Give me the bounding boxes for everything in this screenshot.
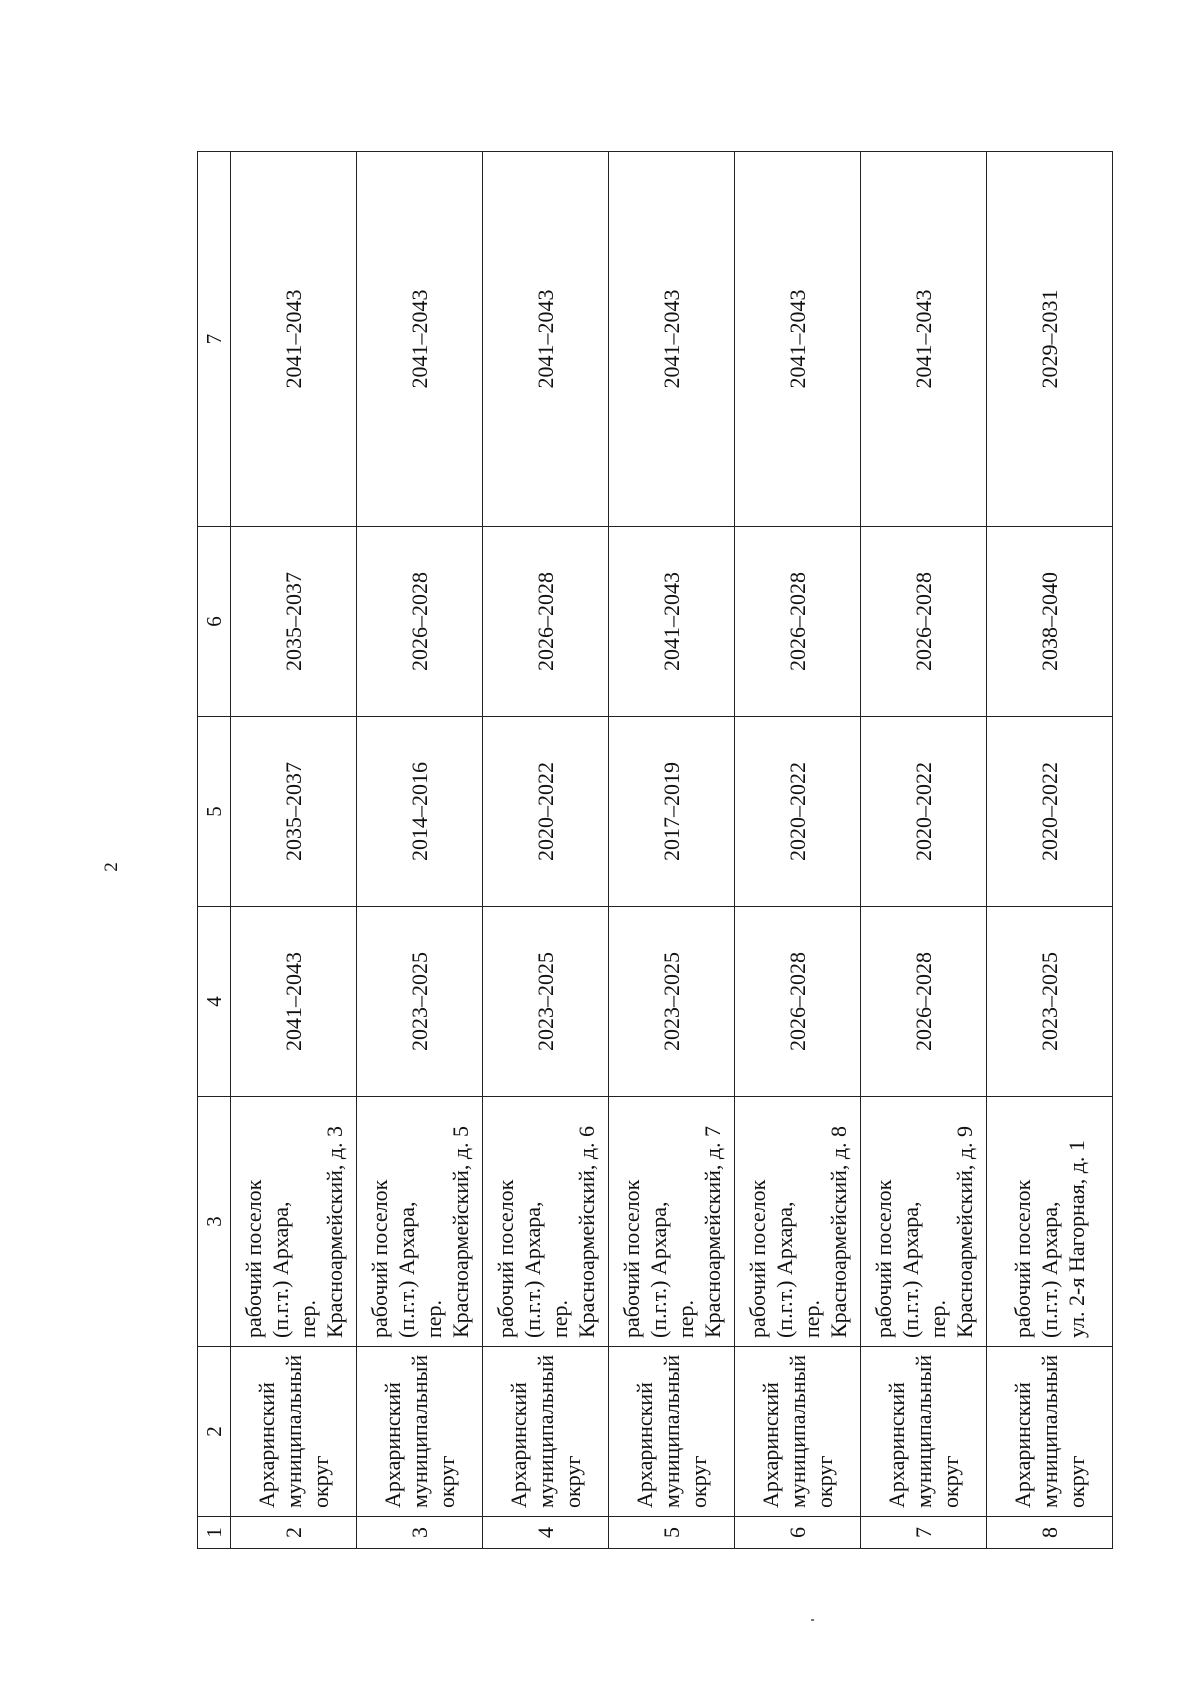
address-line: Красноармейский, д. 5 — [447, 1125, 473, 1338]
district-cell — [735, 1347, 861, 1517]
address-line: (п.г.т.) Архара, — [771, 1201, 797, 1338]
address-line: рабочий поселок — [492, 1179, 518, 1338]
rotated-table-container — [197, 152, 1089, 1549]
address-line: рабочий поселок — [240, 1179, 266, 1338]
period-cell-c7: 2041–2043 — [231, 152, 357, 527]
column-header-3: 3 — [198, 1097, 231, 1347]
district-cell — [609, 1347, 735, 1517]
period-cell-c7: 2041–2043 — [861, 152, 987, 527]
period-cell-c7: 2041–2043 — [735, 152, 861, 527]
district-line: муниципальный — [659, 1354, 684, 1508]
address-line: Красноармейский, д. 9 — [951, 1125, 977, 1338]
header-row — [198, 152, 231, 1549]
address-line: рабочий поселок — [1010, 1179, 1035, 1338]
page-number: 2 — [101, 862, 122, 872]
district-line: муниципальный — [911, 1354, 936, 1508]
district-line: округ — [1064, 1455, 1089, 1508]
row-number-cell: 7 — [861, 1517, 987, 1549]
address-line: (п.г.т.) Архара, — [267, 1201, 293, 1338]
row-number-cell: 5 — [609, 1517, 735, 1549]
district-cell — [231, 1347, 357, 1517]
period-cell-c4: 2023–2025 — [357, 907, 483, 1097]
address-line: пер. — [798, 1299, 824, 1338]
address-line: Красноармейский, д. 7 — [699, 1125, 725, 1338]
row-number-cell: 4 — [483, 1517, 609, 1549]
district-line: муниципальный — [281, 1354, 306, 1508]
row-number-cell: 6 — [735, 1517, 861, 1549]
row-number-cell: 3 — [357, 1517, 483, 1549]
period-cell-c6: 2038–2040 — [987, 527, 1113, 717]
column-header-5: 5 — [198, 717, 231, 907]
period-cell-c6: 2041–2043 — [609, 527, 735, 717]
district-line: муниципальный — [407, 1354, 432, 1508]
period-cell-c4: 2023–2025 — [609, 907, 735, 1097]
district-line: муниципальный — [533, 1354, 558, 1508]
period-cell-c7: 2041–2043 — [357, 152, 483, 527]
district-cell — [357, 1347, 483, 1517]
column-header-7: 7 — [198, 152, 231, 527]
column-header-1: 1 — [198, 1517, 231, 1549]
district-line: округ — [686, 1455, 711, 1508]
district-line: округ — [938, 1455, 963, 1508]
district-line: Архаринский — [758, 1382, 783, 1508]
table-row — [735, 152, 861, 1549]
address-cell — [861, 1097, 987, 1347]
address-line: пер. — [924, 1299, 950, 1338]
table-row — [483, 152, 609, 1549]
column-header-6: 6 — [198, 527, 231, 717]
district-line: Архаринский — [254, 1382, 279, 1508]
period-cell-c5: 2017–2019 — [609, 717, 735, 907]
address-cell — [735, 1097, 861, 1347]
district-line: округ — [812, 1455, 837, 1508]
period-cell-c6: 2035–2037 — [231, 527, 357, 717]
address-line: (п.г.т.) Архара, — [645, 1201, 671, 1338]
period-cell-c4: 2023–2025 — [483, 907, 609, 1097]
period-cell-c4: 2041–2043 — [231, 907, 357, 1097]
period-cell-c4: 2026–2028 — [861, 907, 987, 1097]
address-line: пер. — [420, 1299, 446, 1338]
period-cell-c7: 2041–2043 — [609, 152, 735, 527]
period-cell-c7: 2029–2031 — [987, 152, 1113, 527]
address-line: (п.г.т.) Архара, — [897, 1201, 923, 1338]
period-cell-c4: 2023–2025 — [987, 907, 1113, 1097]
district-line: округ — [308, 1455, 333, 1508]
period-cell-c6: 2026–2028 — [735, 527, 861, 717]
schedule-table — [197, 151, 1113, 1549]
district-line: округ — [434, 1455, 459, 1508]
address-line: пер. — [546, 1299, 572, 1338]
address-line: Красноармейский, д. 8 — [825, 1125, 851, 1338]
address-line: Красноармейский, д. 6 — [573, 1125, 599, 1338]
address-cell — [231, 1097, 357, 1347]
address-line: (п.г.т.) Архара, — [519, 1201, 545, 1338]
scan-speck — [811, 1619, 814, 1621]
period-cell-c5: 2014–2016 — [357, 717, 483, 907]
period-cell-c7: 2041–2043 — [483, 152, 609, 527]
period-cell-c5: 2020–2022 — [861, 717, 987, 907]
district-line: Архаринский — [632, 1382, 657, 1508]
address-line: Красноармейский, д. 3 — [321, 1125, 347, 1338]
column-header-4: 4 — [198, 907, 231, 1097]
address-line: пер. — [672, 1299, 698, 1338]
address-cell — [483, 1097, 609, 1347]
district-line: округ — [560, 1455, 585, 1508]
row-number-cell: 8 — [987, 1517, 1113, 1549]
period-cell-c6: 2026–2028 — [483, 527, 609, 717]
period-cell-c5: 2035–2037 — [231, 717, 357, 907]
table-row — [987, 152, 1113, 1549]
period-cell-c4: 2026–2028 — [735, 907, 861, 1097]
address-line: рабочий поселок — [744, 1179, 770, 1338]
address-line: рабочий поселок — [618, 1179, 644, 1338]
district-cell — [483, 1347, 609, 1517]
table-row — [609, 152, 735, 1549]
address-cell — [609, 1097, 735, 1347]
district-line: Архаринский — [380, 1382, 405, 1508]
period-cell-c5: 2020–2022 — [735, 717, 861, 907]
district-line: Архаринский — [884, 1382, 909, 1508]
period-cell-c5: 2020–2022 — [483, 717, 609, 907]
address-line: (п.г.т.) Архара, — [1037, 1201, 1062, 1338]
district-cell — [987, 1347, 1113, 1517]
row-number-cell: 2 — [231, 1517, 357, 1549]
address-line: пер. — [294, 1299, 320, 1338]
address-line: рабочий поселок — [366, 1179, 392, 1338]
district-line: муниципальный — [1037, 1354, 1062, 1508]
district-cell — [861, 1347, 987, 1517]
address-cell — [987, 1097, 1113, 1347]
address-line: рабочий поселок — [870, 1179, 896, 1338]
table-body — [198, 152, 1113, 1549]
period-cell-c5: 2020–2022 — [987, 717, 1113, 907]
table-row — [357, 152, 483, 1549]
address-cell — [357, 1097, 483, 1347]
period-cell-c6: 2026–2028 — [861, 527, 987, 717]
address-line: ул. 2-я Нагорная, д. 1 — [1064, 1140, 1089, 1338]
address-line: (п.г.т.) Архара, — [393, 1201, 419, 1338]
column-header-2: 2 — [198, 1347, 231, 1517]
table-row — [231, 152, 357, 1549]
district-line: Архаринский — [1010, 1382, 1035, 1508]
period-cell-c6: 2026–2028 — [357, 527, 483, 717]
table-row — [861, 152, 987, 1549]
district-line: муниципальный — [785, 1354, 810, 1508]
district-line: Архаринский — [506, 1382, 531, 1508]
